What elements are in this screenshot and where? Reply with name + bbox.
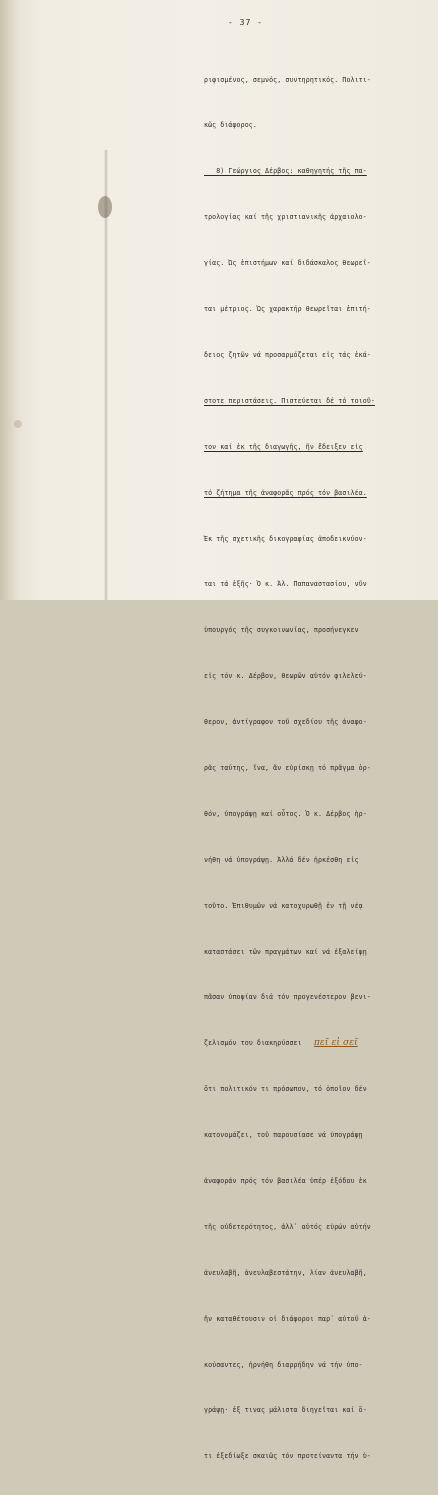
- text-line: τι ἐξεδίωξε σκαιῶς τόν προτείναντα τήν ὑ-: [204, 1452, 371, 1461]
- text-line: γίας. Ὡς ἐπιστήμων καί διδάσκαλος θεωρεῖ-: [204, 259, 371, 268]
- text-line: ται μέτριος. Ὡς χαρακτήρ θεωρεῖται ἐπιτή-: [204, 305, 371, 314]
- text-line: ται τά ἑξῆς· Ὁ κ. Ἀλ. Παπαναστασίου, νῦν: [204, 580, 367, 589]
- text-line: 8) Γεώργιος Δέρβος: καθηγητής τῆς πα-: [204, 167, 367, 176]
- body-text: [204, 42, 434, 1495]
- text-line: ὅτι πολιτικόν τι πρόσωπον, τό ὁποῖον δέν: [204, 1085, 367, 1094]
- text-line: ρᾶς ταύτης, ἵνα, ἄν εὑρίσκῃ τό πρᾶγμα ὀρ-: [204, 763, 371, 772]
- text-line: τρολογίας καί τῆς χριστιανικῆς ἀρχαιολο-: [204, 213, 367, 222]
- paper-stain: [14, 420, 22, 428]
- text-line: ζελισμόν του διακηρύσσει: [204, 1039, 302, 1048]
- text-line: Ἐκ τῆς σχετικῆς δικογραφίας ἀποδεικνύον-: [204, 534, 367, 543]
- text-line: δειος ζητῶν νά προσαρμόζεται εἰς τάς ἑκά-: [204, 350, 371, 359]
- page-number: - 37 -: [228, 18, 263, 27]
- text-line: ἥν καταθέτουσιν οἱ διάφοροι παρ᾽ αὐτοῦ ἀ-: [204, 1314, 371, 1323]
- text-line-with-note: [204, 1036, 434, 1051]
- text-line: καταστάσει τῶν πραγμάτων καί νά ἐξαλείψῃ: [204, 947, 367, 956]
- text-line: πᾶσαν ὑποψίαν διά τόν προγενέστερον βενι-: [204, 993, 371, 1002]
- text-line: τοῦτο. Ἐπιθυμῶν νά κατοχυρωθῇ ἐν τῇ νέᾳ: [204, 901, 363, 910]
- text-line: γράψῃ· ἐξ τινας μάλιστα διηγεῖται καί ὅ-: [204, 1406, 367, 1415]
- text-line: θόν, ὑπογράψῃ καί οὗτος. Ὁ κ. Δέρβος ἠρ-: [204, 809, 367, 818]
- text-line: στοτε περιστάσεις. Πιστεύεται δέ τό τοιοῦ-: [204, 396, 375, 405]
- text-line: τό ζήτημα τῆς ἀναφορᾶς πρός τόν βασιλέα.: [204, 488, 367, 497]
- text-line: ριφισμένος, σεμνός, συντηρητικός. Πολιτι-: [204, 75, 371, 84]
- text-line: τῆς οὐδετερότητος, ἀλλ᾽ αὐτός εὑρών αὐτήν: [204, 1222, 371, 1231]
- text-line: νήθη νά ὑπογράψῃ. Ἀλλά δέν ἠρκέσθη εἰς: [204, 855, 359, 864]
- text-line: εἰς τόν κ. Δέρβον, θεωρῶν αὐτόν φιλελεύ-: [204, 672, 367, 681]
- handwritten-note: πεῖ εἰ σεῖ: [313, 1038, 358, 1049]
- text-line: ὑπουργός τῆς συγκοινωνίας, προσήνεγκεν: [204, 626, 359, 635]
- text-line: κατονομάζει, τοῦ παρουσίασε νά ὑπογράψῃ: [204, 1131, 363, 1140]
- text-line: ἀνευλαβῆ, ἀνευλαβεστάτην, λίαν ἀνευλαβῆ,: [204, 1268, 367, 1277]
- text-line: θερον, ἀντίγραφον τοῦ σχεδίου τῆς ἀναφο-: [204, 718, 367, 727]
- text-line: ἀναφοράν πρός τόν βασιλέα ὑπέρ ἐξόδου ἐκ: [204, 1176, 367, 1185]
- paper-damage: [98, 196, 112, 218]
- text-line: κούσαντες, ἠρνήθη διαρρήδην νά τήν ὑπο-: [204, 1360, 363, 1369]
- text-line: κῶς διάφορος.: [204, 121, 257, 130]
- text-line: τον καί ἐκ τῆς διαγωγῆς, ἥν ἔδειξεν εἰς: [204, 442, 363, 451]
